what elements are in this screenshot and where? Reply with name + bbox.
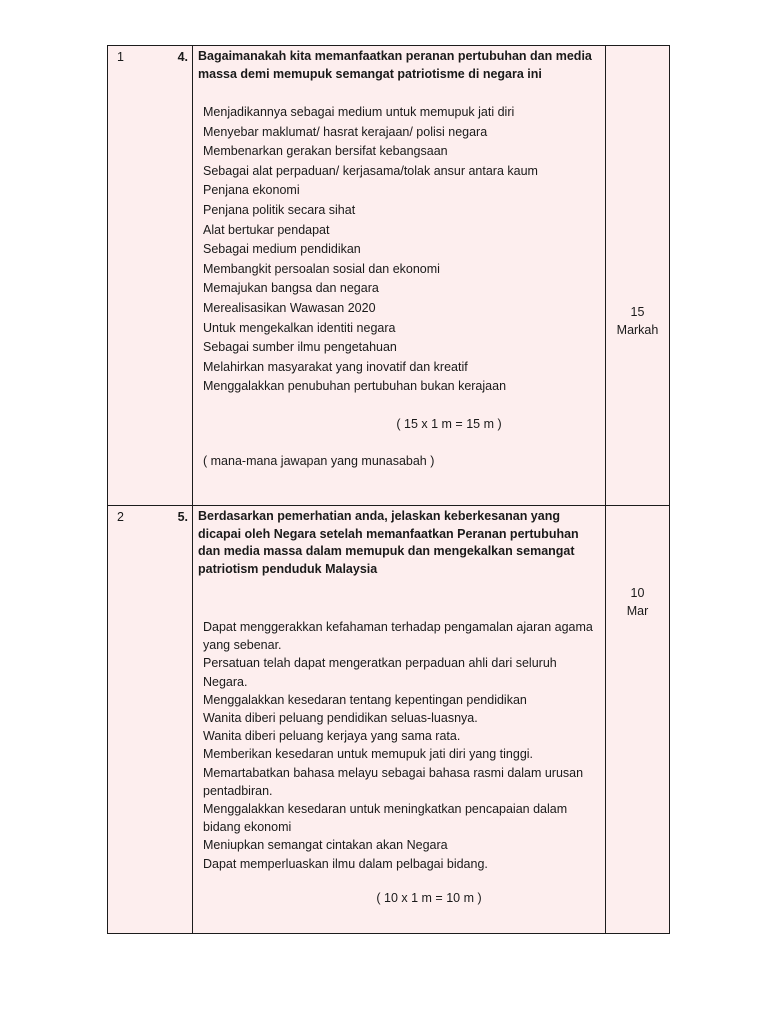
list-item: Memartabatkan bahasa melayu sebagai bahasa rasmi dalam urusan pentadbiran. [203,765,584,798]
list-item: Wanita diberi peluang pendidikan seluas-luasnya. [203,711,478,726]
question-number: 4. [177,50,188,64]
mark-value: 15 [630,305,645,319]
number-cell [108,506,193,934]
list-item: Menggalakkan kesedaran tentang kepentingan pendidikan [203,692,527,707]
mark-unit: Markah [616,323,659,337]
list-item: Sebagai sumber ilmu pengetahuan [203,340,397,355]
question-title: Berdasarkan pemerhatian anda, jelaskan keberkesanan yang dicapai oleh Negara setelah memanfaatkan Peranan pertubuhan dan media massa dalam memupuk dan mengekalkan semangat patriotism penduduk Malaysia [198,509,579,576]
question-cell [193,506,606,934]
list-item: Penjana ekonomi [203,183,300,198]
list-item: Membangkit persoalan sosial dan ekonomi [203,261,440,276]
mark-unit: Mar [626,604,649,618]
list-item: Menjadikannya sebagai medium untuk memupuk jati diri [203,105,515,119]
mark-calculation: ( 15 x 1 m = 15 m ) [396,416,502,431]
answer-list [193,618,605,873]
marking-scheme-table [107,45,670,934]
mark-cell [606,506,670,934]
list-item: Dapat menggerakkan kefahaman terhadap pengamalan ajaran agama yang sebenar. [203,620,593,653]
list-item: Meniupkan semangat cintakan akan Negara [203,838,448,853]
mark-value: 10 [630,586,645,600]
list-item: Memberikan kesedaran untuk memupuk jati diri yang tinggi. [203,747,534,762]
question-number: 5. [177,510,188,524]
number-cell [108,46,193,506]
question-title: Bagaimanakah kita memanfaatkan peranan pertubuhan dan media massa demi memupuk semangat patriotisme di negara ini [198,49,592,81]
list-item: Menyebar maklumat/ hasrat kerajaan/ polisi negara [203,124,488,139]
list-item: Dapat memperluaskan ilmu dalam pelbagai bidang. [203,856,488,871]
list-item: Membenarkan gerakan bersifat kebangsaan [203,144,448,159]
question-cell [193,46,606,506]
list-item: Merealisasikan Wawasan 2020 [203,300,376,315]
mark-calculation: ( 10 x 1 m = 10 m ) [376,890,482,905]
answer-list [193,103,605,397]
list-item: Wanita diberi peluang kerjaya yang sama rata. [203,729,461,744]
list-item: Melahirkan masyarakat yang inovatif dan kreatif [203,359,468,374]
row-number: 1 [117,50,124,64]
list-item: Persatuan telah dapat mengeratkan perpaduan ahli dari seluruh Negara. [203,656,557,689]
list-item: Menggalakkan penubuhan pertubuhan bukan kerajaan [203,379,507,394]
table-row [108,506,670,934]
table-row [108,46,670,506]
list-item: Sebagai medium pendidikan [203,242,361,257]
mark-cell [606,46,670,506]
list-item: Menggalakkan kesedaran untuk meningkatkan pencapaian dalam bidang ekonomi [203,802,568,835]
list-item: Memajukan bangsa dan negara [203,281,379,296]
answer-note: ( mana-mana jawapan yang munasabah ) [203,453,435,468]
row-number: 2 [117,510,124,524]
list-item: Untuk mengekalkan identiti negara [203,320,396,335]
list-item: Penjana politik secara sihat [203,202,356,217]
list-item: Sebagai alat perpaduan/ kerjasama/tolak ansur antara kaum [203,163,538,178]
list-item: Alat bertukar pendapat [203,222,330,237]
